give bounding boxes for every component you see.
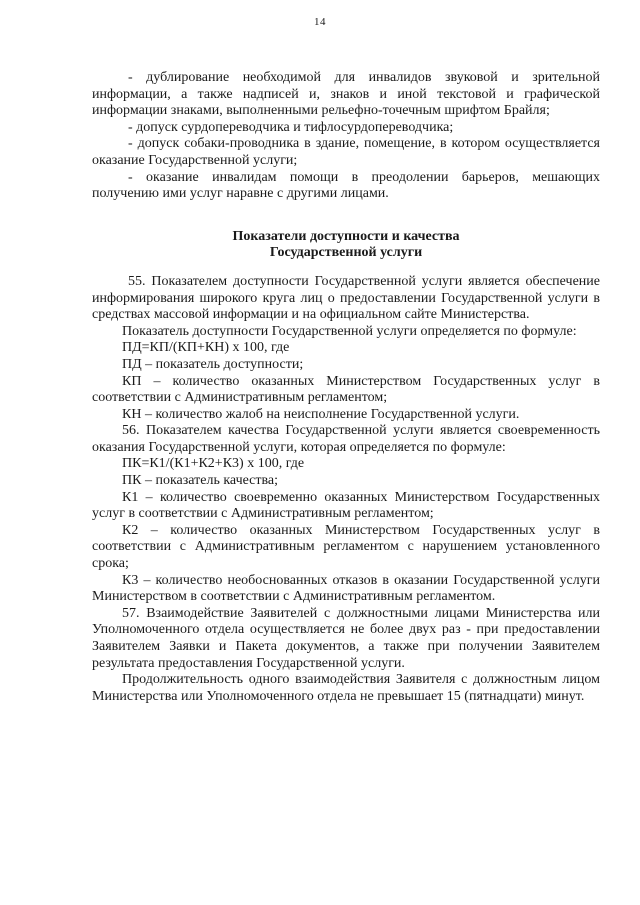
section-heading-line1: Показатели доступности и качества xyxy=(232,228,460,244)
section-heading-line2: Государственной услуги xyxy=(269,245,423,261)
formula-pk: ПК=К1/(К1+К2+К3) х 100, где xyxy=(122,456,305,472)
definition-pd: ПД – показатель доступности; xyxy=(122,356,304,372)
list-item: - допуск собаки-проводника в здание, помещение, в котором осуществляется оказание Государственной услуги; xyxy=(92,136,600,168)
definition-kp: КП – количество оказанных Министерством Государственных услуг в соответствии с Административным регламентом; xyxy=(92,373,600,406)
list-item: - допуск сурдопереводчика и тифлосурдопереводчика; xyxy=(128,119,454,135)
paragraph-55: 55. Показателем доступности Государственной услуги является обеспечение информирования широкого круга лиц о предоставлении Государственной услуги в средствах массовой информации и на официальном сайте Министерства. xyxy=(92,273,600,323)
formula-pd: ПД=КП/(КП+КН) х 100, где xyxy=(122,340,290,356)
list-item: - дублирование необходимой для инвалидов звуковой и зрительной информации, а также надписей и, знаков и иной текстовой и графической информации знаками, выполненными рельефно-точечным шрифтом Брайля; xyxy=(92,70,600,119)
definition-pk: ПК – показатель качества; xyxy=(122,473,279,489)
definition-k3: К3 – количество необоснованных отказов в оказании Государственной услуги Министерством в соответствии с Административным регламентом. xyxy=(92,572,600,605)
definition-k1: К1 – количество своевременно оказанных Министерством Государственных услуг в соответствии с Административным регламентом; xyxy=(92,489,600,522)
paragraph-55-formula-intro: Показатель доступности Государственной услуги определяется по формуле: xyxy=(122,323,577,339)
paragraph-57-duration: Продолжительность одного взаимодействия Заявителя с должностным лицом Министерства или Уполномоченного отдела не превышает 15 (пятнадцати) минут. xyxy=(92,672,600,704)
paragraph-57: 57. Взаимодействие Заявителей с должностными лицами Министерства или Уполномоченного отдела осуществляется не более двух раз - при предоставлении Заявителем Заявки и Пакета документов, а также при получении Заявителем результата предоставления Государственной услуги. xyxy=(92,605,600,671)
definition-k2: К2 – количество оказанных Министерством Государственных услуг в соответствии с Административным регламентом с нарушением установленного срока; xyxy=(92,522,600,572)
section-heading xyxy=(92,229,600,262)
definition-kn: КН – количество жалоб на неисполнение Государственной услуги. xyxy=(122,406,520,422)
paragraph-56: 56. Показателем качества Государственной услуги является своевременность оказания Государственной услуги, которая определяется по формуле: xyxy=(92,423,600,455)
document-body xyxy=(92,70,600,705)
page-number: 14 xyxy=(314,16,326,28)
list-item: - оказание инвалидам помощи в преодолении барьеров, мешающих получению ими услуг наравне с другими лицами. xyxy=(92,169,600,202)
